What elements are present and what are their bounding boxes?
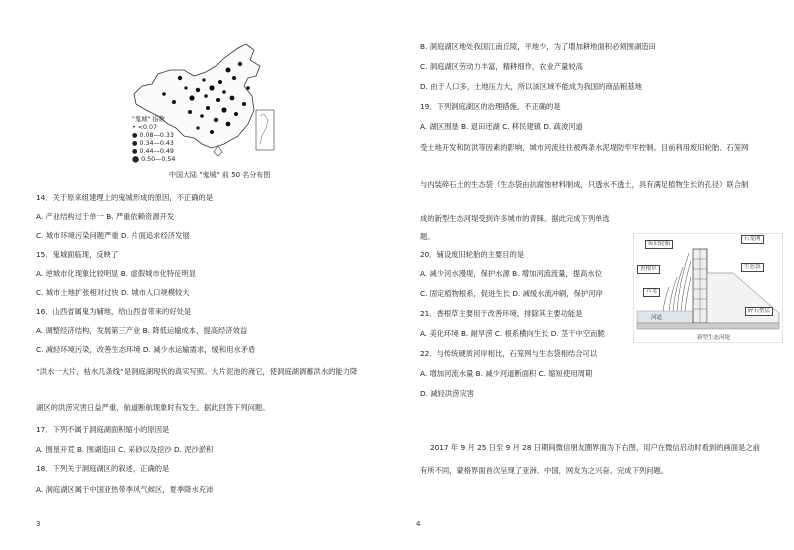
answer-options: D. 减轻洪涝灾害	[420, 389, 475, 398]
page-number: 4	[416, 520, 421, 528]
passage-text: 受土地开发和防洪等因素的影响，城市河流往往被两条水泥堤防牢牢控制。目前利用废旧轮胎、石笼网	[420, 143, 749, 152]
passage-text: 湖区的洪涝灾害日益严重，航道断航现象时有发生。据此回答下列问题。	[36, 403, 270, 412]
china-ghost-city-map	[128, 40, 278, 180]
question-18: 18．下列关于洞庭湖区的叙述，正确的是	[36, 464, 170, 473]
legend-item: • <0.07	[132, 124, 158, 131]
legend-title: "鬼城" 指数	[132, 116, 165, 123]
eco-embankment-diagram	[633, 233, 783, 343]
legend-item: ● 0.08—0.33	[132, 132, 174, 139]
label-gravel: 碎石垫层	[745, 307, 773, 316]
legend-item: ⬤ 0.50—0.54	[132, 156, 176, 163]
label-eco-bag: 生态袋	[741, 263, 764, 272]
legend-item: ● 0.34—0.43	[132, 140, 174, 147]
answer-options: A. 调整经济结构，发展第三产业 B. 降低运输成本，提高经济效益	[36, 326, 248, 335]
river-water	[637, 311, 693, 323]
question-17: 17．下列不属于洞庭湖面积缩小的原因是	[36, 425, 170, 434]
question-15: 15．鬼城面临现，反映了	[36, 250, 119, 259]
label-gabion: 石笼网	[741, 235, 764, 244]
question-16: 16．山西省属鬼为辅地，给山西省带来的好处是	[36, 307, 192, 316]
passage-text: 成的新型生态河堤受到许多城市的青睐。据此完成下列单选	[420, 214, 610, 223]
answer-options: D. 由于人口多，土地压力大，所以该区域不能成为我国的商品粮基地	[420, 82, 642, 91]
answer-options: A. 增加河流水量 B. 减少河道断面积 C. 缩短使用周期	[420, 369, 593, 378]
hainan-outline	[214, 146, 222, 156]
answer-options: A. 逆城市化现象比较明显 B. 虚假城市化特征明显	[36, 269, 197, 278]
answer-options: A. 洞庭湖区属于中国亚热带季风气候区，夏季降水充沛	[36, 485, 214, 494]
question-19: 19．下列洞庭湖区的治理措施，不正确的是	[420, 102, 561, 111]
page-number: 3	[36, 520, 41, 528]
passage-text: 有所不同，蒙格界面首次呈现了亚洲、中国，网友为之兴奋。完成下列问题。	[420, 466, 669, 475]
map-legend	[132, 116, 175, 164]
answer-options: C. 减轻环境污染，改善生态环境 D. 减少水运输需求，缓和用水矛盾	[36, 345, 256, 354]
label-river: 河道	[651, 315, 663, 321]
passage-text: 与内装碎石土的生态袋（生态袋由抗腐蚀材料制成，只透水不透土，具有满足植物生长的孔径）联合制	[420, 180, 749, 189]
question-20: 20．铺设废旧轮胎的主要目的是	[420, 250, 525, 259]
label-vetiver: 香根草	[637, 265, 660, 274]
answer-options: A. 产业结构过于单一 B. 严重依赖资源开发	[36, 212, 175, 221]
answer-options: C. 固定植物根系，促进生长 D. 减缓水流冲刷，保护河岸	[420, 289, 603, 298]
answer-options: A. 减少河水漫堤，保护水源 B. 增加河流流量，提高水位	[420, 269, 602, 278]
answer-options: A. 美化环境 B. 耐旱涝 C. 根系横向生长 D. 茎干中空而脆	[420, 329, 605, 338]
passage-text: 题。	[420, 232, 435, 241]
answer-options: A. 湖区围垦 B. 退田还湖 C. 移民建镇 D. 疏浚河道	[420, 122, 583, 131]
label-reed: 芦苇	[643, 288, 660, 297]
question-14: 14．关于原来组建理上的鬼城形成的原因，不正确的是	[36, 193, 214, 202]
question-22: 22．与传统硬质河岸相比，石笼网与生态袋相结合可以	[420, 349, 598, 358]
passage-text: 2017 年 9 月 25 日至 9 月 28 日期间微信朋友圈界面为下右图，用户在微信启动时看到的画面是之前	[430, 443, 760, 452]
gravel-base	[637, 323, 779, 329]
answer-options: C. 洞庭湖区劳动力丰富，精耕细作，农业产量较高	[420, 62, 583, 71]
label-tires: 废旧轮胎	[645, 240, 673, 249]
answer-options: C. 城市土地扩张相对过快 D. 城市人口规模较大	[36, 288, 190, 297]
map-caption: 中国大陆 "鬼城" 前 50 名分布图	[169, 171, 271, 179]
answer-options: A. 围垦开荒 B. 围湖造田 C. 采砂以及挖沙 D. 泥沙淤积	[36, 445, 214, 454]
right-page	[397, 0, 794, 550]
legend-item: ● 0.44—0.49	[132, 148, 174, 155]
answer-options: B. 洞庭湖区地处我国江南丘陵，平地少，为了增加耕地面积必须围湖造田	[420, 42, 656, 51]
question-21: 21．香根草主要用于改善环境，排除其主要功能是	[420, 309, 583, 318]
passage-text: “洪水一大片，枯水几条线”是洞庭湖现状的真实写照。大片泥池的淹它，使洞庭湖调蓄洪水的能力降	[36, 367, 358, 376]
answer-options: C. 城市环境污染问题严重 D. 片面追求经济发展	[36, 231, 190, 240]
diagram-caption: 新型生态河堤	[697, 335, 731, 341]
